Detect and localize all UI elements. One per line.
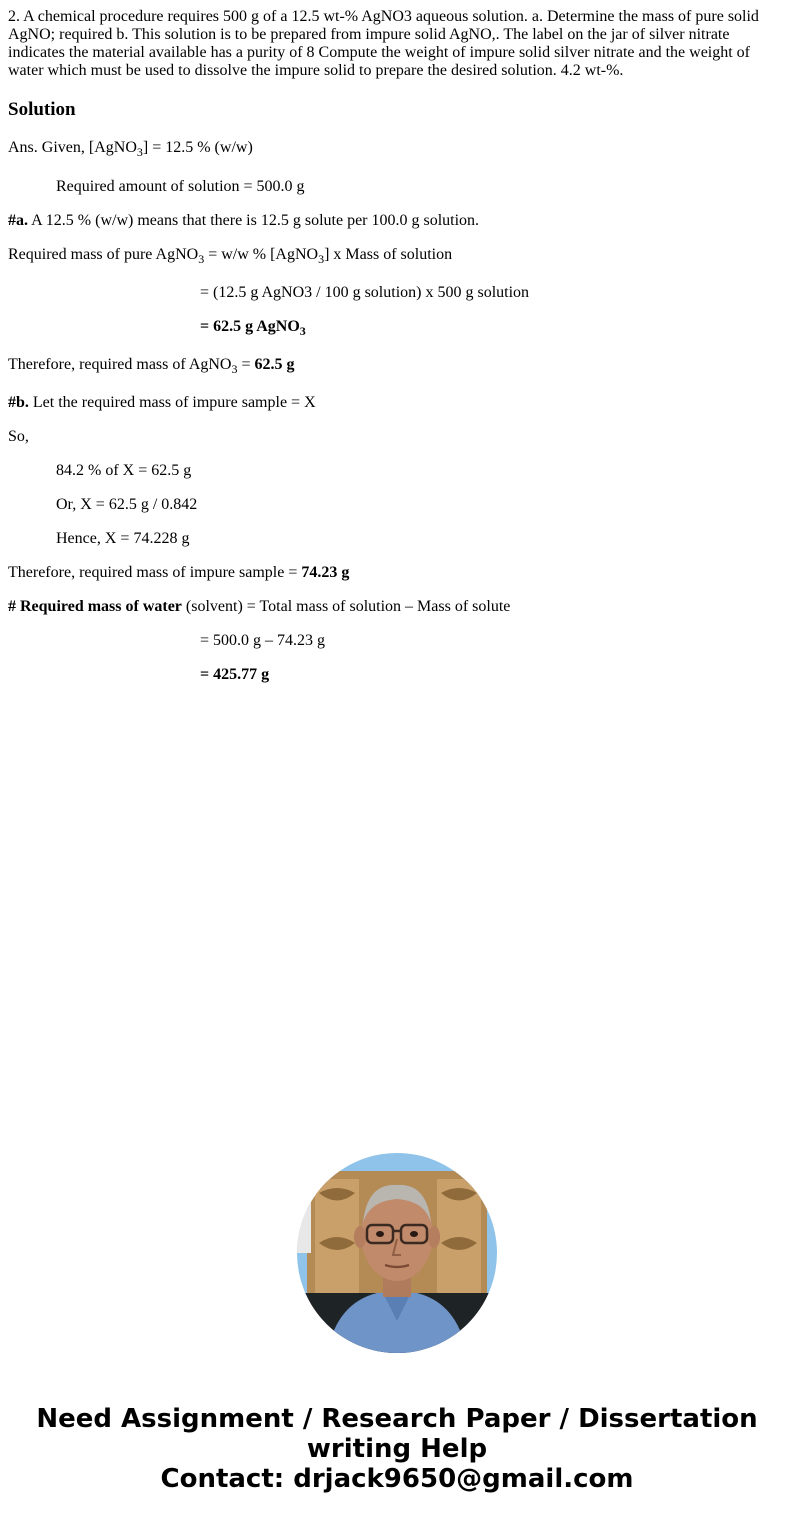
part-a-label: #a. (8, 212, 28, 229)
question-block (8, 8, 786, 80)
given-prefix: Ans. Given, [AgNO (8, 139, 137, 156)
author-photo (297, 1153, 497, 1353)
result-line-a (200, 318, 306, 336)
given-line (8, 139, 253, 157)
footer-line2: writing Help (306, 1434, 488, 1464)
step1-line: 84.2 % of X = 62.5 g (56, 462, 192, 479)
step2-line: Or, X = 62.5 g / 0.842 (56, 496, 198, 513)
mass-formula-sub1: 3 (198, 252, 205, 266)
water-calc-line: = 500.0 g – 74.23 g (200, 632, 326, 649)
author-avatar (297, 1153, 497, 1353)
given-sub: 3 (136, 145, 143, 159)
calc-line: = (12.5 g AgNO3 / 100 g solution) x 500 g solution (200, 284, 530, 301)
water-line (8, 598, 510, 616)
part-b-text: Let the required mass of impure sample = X (28, 394, 316, 411)
mass-formula-sub2: 3 (318, 252, 325, 266)
mass-formula-part1: Required mass of pure AgNO (8, 246, 199, 263)
given-suffix: ] = 12.5 % (w/w) (142, 139, 253, 156)
part-a-text: A 12.5 % (w/w) means that there is 12.5 g solute per 100.0 g solution. (28, 212, 480, 229)
so-line: So, (8, 428, 29, 445)
mass-formula-part2: = w/w % [AgNO (204, 246, 319, 263)
solution-heading: Solution (8, 99, 76, 120)
water-label: # Required mass of water (8, 598, 182, 615)
part-a-line (8, 212, 479, 230)
required-amount-line: Required amount of solution = 500.0 g (56, 178, 305, 195)
therefore-b-line (8, 564, 349, 582)
therefore-b-value: 74.23 g (301, 564, 350, 581)
therefore-a-equals: = (237, 356, 255, 373)
therefore-a-value: 62.5 g (254, 356, 295, 373)
water-text: (solvent) = Total mass of solution – Mass of solute (181, 598, 511, 615)
footer-promo (0, 1404, 794, 1494)
result-a-sub: 3 (299, 324, 306, 338)
therefore-a-sub: 3 (231, 362, 238, 376)
water-result-line (200, 666, 269, 684)
part-b-label: #b. (8, 394, 29, 411)
therefore-a-line (8, 356, 295, 374)
result-a-text: = 62.5 g AgNO (200, 318, 300, 335)
mass-formula-line (8, 246, 452, 264)
therefore-b-text: Therefore, required mass of impure sample = (8, 564, 302, 581)
part-b-line (8, 394, 316, 412)
footer-line1: Need Assignment / Research Paper / Dissertation (36, 1404, 758, 1434)
mass-formula-part3: ] x Mass of solution (324, 246, 453, 263)
footer-contact: Contact: drjack9650@gmail.com (160, 1464, 634, 1494)
water-result-value: = 425.77 g (200, 666, 270, 683)
step3-line: Hence, X = 74.228 g (56, 530, 190, 547)
question-text: 2. A chemical procedure requires 500 g of a 12.5 wt-% AgNO3 aqueous solution. a. Determine the mass of pure solid AgNO; required b. This solution is to be prepared from impure solid AgNO,. The label on the jar of silver nitrate indicates the material available has a purity of 8 Compute the weight of impure solid silver nitrate and the weight of water which must be used to dissolve the impure solid to prepare the desired solution. 4.2 wt-%. (8, 8, 759, 79)
therefore-a-text: Therefore, required mass of AgNO (8, 356, 232, 373)
